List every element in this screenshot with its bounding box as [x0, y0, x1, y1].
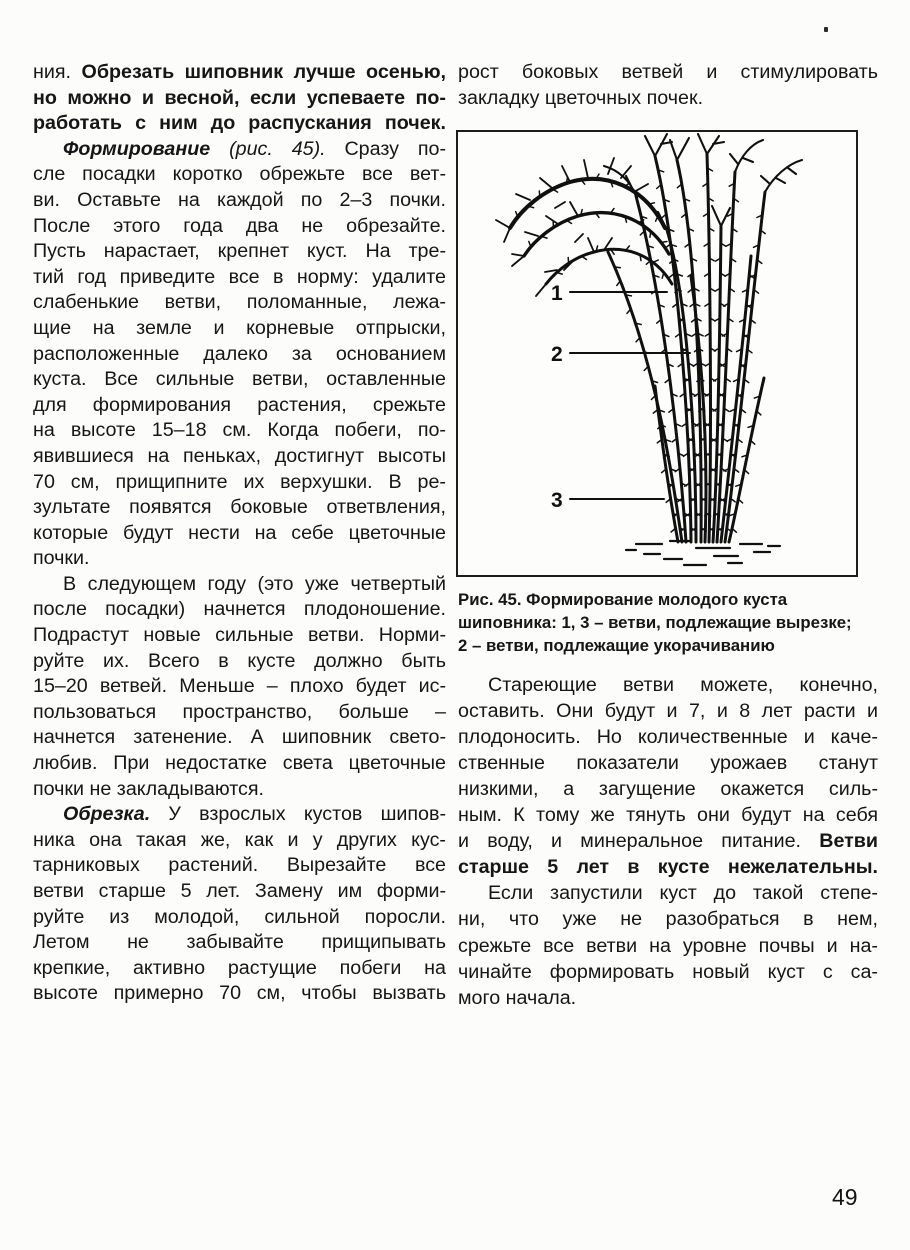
text-segment: низкими, а загущение окажется силь- [458, 777, 878, 800]
text-segment: Рис. 45. Формирование молодого куста [458, 589, 788, 609]
text-segment: после посадки) начнется плодоношение. [33, 598, 446, 621]
text-segment: старше 5 лет в кусте нежелательны. [458, 856, 878, 879]
right-column-top-text [458, 60, 878, 112]
text-line [458, 933, 878, 959]
text-line [33, 905, 446, 931]
text-line [33, 981, 446, 1007]
text-segment: закладку цветочных почек. [458, 86, 704, 109]
right-column [458, 60, 878, 1011]
text-line [33, 444, 446, 470]
text-line [33, 674, 446, 700]
text-line [33, 802, 446, 828]
text-line [33, 879, 446, 905]
text-segment: ви. Оставьте на каждой по 2–3 почки. [33, 188, 446, 211]
left-column [33, 60, 446, 1007]
text-segment: Если запустили куст до такой степе- [488, 882, 878, 905]
text-line [33, 725, 446, 751]
text-line [33, 853, 446, 879]
text-line [33, 239, 446, 265]
text-segment: Ветви [819, 830, 878, 853]
text-line [458, 985, 878, 1011]
figure-caption [458, 588, 878, 657]
text-segment: Формирование [63, 137, 230, 160]
thorn-tick [539, 191, 540, 197]
bush-illustration [458, 132, 856, 575]
text-line [33, 162, 446, 188]
text-line [33, 86, 446, 112]
text-line [33, 60, 446, 86]
text-segment: Обрезка. [63, 803, 151, 826]
text-segment: расположенные далеко за основанием [33, 342, 446, 365]
text-segment: шиповника: 1, 3 – ветви, подлежащие вырезке; [458, 612, 852, 632]
text-segment: любив. При недостатке света цветочные [33, 752, 446, 775]
text-segment: слабенькие ветви, поломанные, лежа- [33, 291, 446, 314]
text-line [33, 111, 446, 137]
text-line [33, 290, 446, 316]
text-line [458, 959, 878, 985]
text-segment: Пусть нарастает, крепнет куст. На тре- [33, 240, 446, 263]
text-line [33, 495, 446, 521]
text-line [458, 802, 878, 828]
text-line [33, 546, 446, 572]
text-segment: для формирования растения, срежьте [33, 393, 446, 416]
text-segment: оставить. Они будут и 7, и 8 лет расти и [458, 699, 878, 722]
text-segment: ника она такая же, как и у других кус- [33, 828, 446, 851]
text-segment: ветви старше 5 лет. Замену им форми- [33, 880, 446, 902]
text-line [458, 880, 878, 906]
text-segment: мого начала. [458, 986, 577, 1009]
text-line [458, 906, 878, 932]
thorn-tick [615, 266, 621, 267]
text-segment: 15–20 ветвей. Меньше – плохо будет ис- [33, 675, 446, 698]
thorn-tick [637, 194, 638, 200]
text-line [33, 316, 446, 342]
text-segment: Обрезать шиповник лучше осенью, [81, 61, 446, 83]
text-segment: ния. [33, 61, 82, 83]
text-segment: ственные показатели урожаев станут [458, 751, 878, 774]
text-line [458, 750, 878, 776]
text-segment: В следующем году (это уже четвертый [63, 572, 446, 595]
text-segment: зультате появятся боковые ответвления, [33, 496, 446, 519]
page-number: 49 [832, 1184, 858, 1210]
text-segment: 2 – ветви, подлежащие укорачиванию [458, 635, 775, 655]
text-segment: Стареющие ветви можете, конечно, [488, 673, 878, 696]
text-segment: Сразу по- [325, 137, 446, 160]
ground-strokes [626, 541, 780, 565]
text-line [458, 672, 878, 698]
thorn-tick [661, 241, 667, 242]
text-segment: чинайте формировать новый куст с са- [458, 960, 878, 983]
text-segment: на высоте 15–18 см. Когда побеги, по- [33, 419, 446, 442]
thorn-tick [640, 254, 641, 260]
text-line [33, 597, 446, 623]
text-line [33, 956, 446, 982]
text-segment: и воду, и минеральное питание. [458, 830, 820, 853]
text-line [33, 188, 446, 214]
text-line [33, 930, 446, 956]
text-line [33, 751, 446, 777]
text-segment: срежьте все ветви на уровне почвы и на- [458, 934, 878, 957]
text-line [33, 137, 446, 163]
text-segment: высоте примерно 70 см, чтобы вызвать [33, 982, 446, 1005]
text-segment: тарниковых растений. Вырезайте все [33, 854, 446, 877]
text-segment: щие на земле и корневые отпрыски, [33, 316, 446, 339]
figure-label-3: 3 [551, 488, 563, 512]
text-line [33, 214, 446, 240]
text-segment: ни, что уже не разобраться в нем, [458, 908, 878, 931]
text-line [458, 60, 878, 86]
text-segment: работать с ним до распускания почек. [33, 112, 446, 135]
text-line [458, 588, 878, 611]
text-line [458, 854, 878, 880]
ink-speck [824, 27, 828, 32]
text-line [33, 393, 446, 419]
text-line [33, 572, 446, 598]
text-segment: но можно и весной, если успеваете по- [33, 86, 446, 109]
text-segment: Летом не забывайте прищипывать [33, 931, 446, 954]
text-line [33, 470, 446, 496]
text-segment: явившиеся на пеньках, достигнут высоты [33, 444, 446, 467]
text-segment: рост боковых ветвей и стимулировать [458, 61, 878, 83]
text-segment: У взрослых кустов шипов- [150, 803, 446, 826]
thorn-tick [662, 272, 664, 278]
text-segment: тий год приведите все в норму: удалите [33, 265, 446, 288]
text-line [458, 611, 878, 634]
text-line [33, 265, 446, 291]
right-column-body-text [458, 672, 878, 1011]
text-segment: почки. [33, 547, 90, 570]
text-segment: сле посадки коротко обрежьте все вет- [33, 163, 446, 186]
text-segment: пользоваться пространство, больше – [33, 700, 446, 723]
text-segment: руйте из молодой, сильной поросли. [33, 905, 446, 928]
text-segment: крепкие, активно растущие побеги на [33, 956, 446, 979]
text-line [33, 828, 446, 854]
text-line [33, 649, 446, 675]
text-line [33, 418, 446, 444]
figure-label-1: 1 [551, 281, 563, 305]
text-segment: ным. К тому же тянуть они будут на себя [458, 804, 878, 827]
text-line [33, 367, 446, 393]
text-line [33, 342, 446, 368]
text-line [33, 777, 446, 803]
text-line [458, 634, 878, 657]
text-segment: плодоносить. Но количественные и каче- [458, 725, 878, 748]
text-line [458, 86, 878, 112]
figure-label-2: 2 [551, 342, 563, 366]
text-segment: которые будут нести на себе цветочные [33, 521, 446, 544]
text-segment: После этого года два не обрезайте. [33, 214, 446, 237]
text-segment: Подрастут новые сильные ветви. Норми- [33, 624, 446, 647]
text-segment: куста. Все сильные ветви, оставленные [33, 368, 446, 391]
text-segment: (рис. 45). [229, 137, 326, 160]
text-line [458, 828, 878, 854]
text-line [458, 724, 878, 750]
drooping-branch [510, 179, 672, 284]
thorn-tick [650, 231, 651, 237]
text-segment: руйте их. Всего в кусте должно быть [33, 649, 446, 672]
text-line [33, 521, 446, 547]
thorn-tick [529, 241, 531, 247]
figure [456, 130, 858, 577]
text-line [458, 776, 878, 802]
text-segment: начнется затенение. А шиповник свето- [33, 726, 446, 749]
thorn-tick [557, 272, 563, 274]
text-line [458, 698, 878, 724]
text-line [33, 700, 446, 726]
text-segment: почки не закладываются. [33, 777, 264, 800]
text-segment: 70 см, прищипните их верхушки. В ре- [33, 470, 446, 493]
text-line [33, 623, 446, 649]
